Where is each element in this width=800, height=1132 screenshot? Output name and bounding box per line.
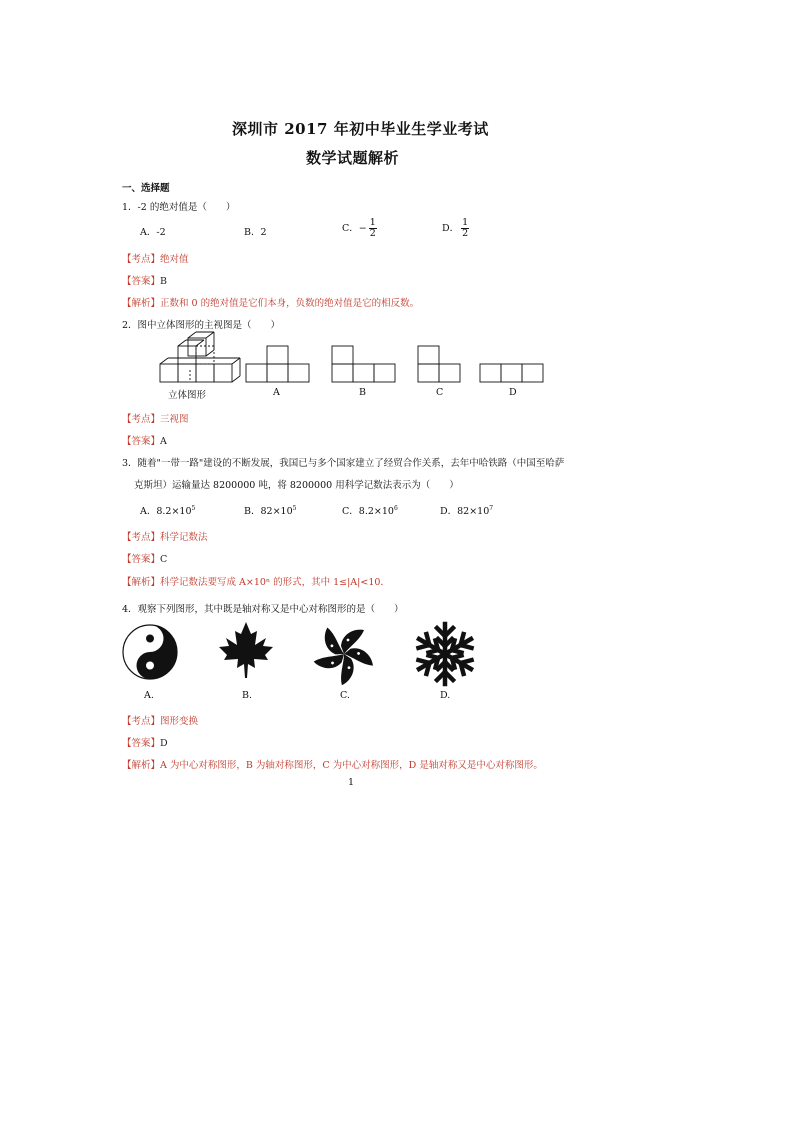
page-title: 深圳市 2017 年初中毕业生学业考试 [232,120,489,138]
q3-daan: 【答案】C [122,554,168,565]
bauhinia-flower-icon [313,627,373,685]
q4-label-c: C. [340,690,350,701]
yin-yang-icon [123,625,177,679]
q1-option-b: B．2 [244,227,267,238]
page-number: 1 [348,777,355,788]
q3-option-c: C．$8.2\times 10^6$ [342,504,398,517]
q2-label-a: A [273,387,280,398]
q4-jiexi: 【解析】A 为中心对称图形，B 为轴对称图形，C 为中心对称图形，D 是轴对称又是中心对称图形。 [122,760,543,771]
q3-stem-line2: 克斯坦）运输量达 8200000 吨，将 8200000 用科学记数法表示为（ ） [134,480,459,491]
option-a-figure [246,346,309,382]
option-d-figure [480,364,543,382]
q4-label-b: B. [242,690,253,701]
q3-stem-line1: 3．随着"一带一路"建设的不断发展，我国已与多个国家建立了经贸合作关系，去年中哈铁路（中国至哈萨 [122,458,565,469]
q3-option-d: D．$82\times 10^7$ [440,504,494,517]
q4-stem: 4．观察下列图形，其中既是轴对称又是中心对称图形的是（ ） [122,604,404,615]
q2-stem: 2．图中立体图形的主视图是（ ） [122,320,281,331]
q4-label-d: D. [440,690,451,701]
q1-kaodian: 【考点】绝对值 [122,254,189,265]
q1-stem: 1．-2 的绝对值是（ ） [122,202,236,213]
maple-leaf-icon [219,622,273,678]
option-c-figure [418,346,460,382]
option-b-figure [332,346,395,382]
section-heading: 一、选择题 [122,183,170,194]
page-subtitle: 数学试题解析 [306,149,400,167]
q4-daan: 【答案】D [122,738,168,749]
solid-figure [160,332,240,382]
q2-solid-label: 立体图形 [168,390,207,401]
q2-label-c: C [436,387,444,398]
q2-daan: 【答案】A [122,436,167,447]
q1-option-a: A．-2 [140,227,166,238]
q1-option-d: D． $\frac{1}{2}$ [442,217,469,239]
q1-option-c: C．− $\frac{1}{2}$ [342,217,376,239]
q2-kaodian: 【考点】三视图 [122,414,189,425]
q3-kaodian: 【考点】科学记数法 [122,532,208,543]
q1-daan: 【答案】B [122,276,167,287]
q3-option-b: B．$82\times 10^5$ [244,504,297,517]
q4-kaodian: 【考点】图形变换 [122,716,199,727]
q2-label-d: D [509,387,517,398]
q4-figures [120,618,490,690]
snowflake-icon [415,624,475,684]
q3-jiexi: 【解析】科学记数法要写成 A×10ⁿ 的形式，其中 1≤|A|<10． [122,577,390,588]
q1-jiexi: 【解析】正数和 0 的绝对值是它们本身，负数的绝对值是它的相反数。 [122,298,420,309]
q4-label-a: A. [144,690,154,701]
q2-label-b: B [359,387,366,398]
q3-option-a: A．$8.2\times 10^5$ [140,504,196,517]
